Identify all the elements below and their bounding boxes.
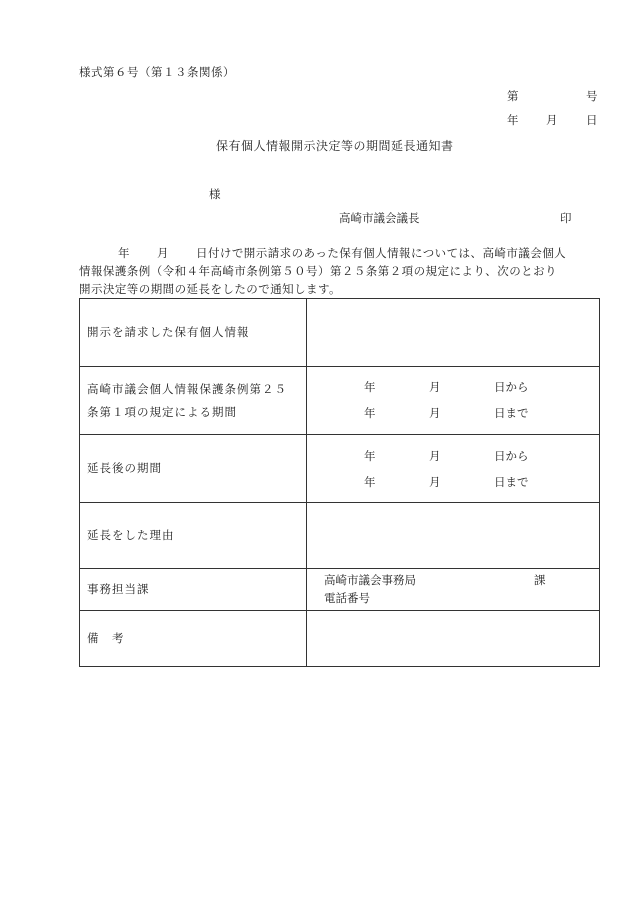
original-period-from-year: 年 [364,380,376,394]
date-year-label: 年 [507,113,519,127]
body-line-1: 日付けで開示請求のあった保有個人情報については、高崎市議会個人 [196,246,567,260]
department-phone-label: 電話番号 [324,591,370,605]
department-name: 高崎市議会事務局 [324,573,416,587]
department-label: 事務担当課 [80,569,307,611]
reason-value [307,503,600,569]
original-period-to-month: 月 [429,406,441,420]
table-row-department [80,569,600,611]
body-date-year: 年 [118,246,130,260]
original-period-to-year: 年 [364,406,376,420]
department-section: 課 [534,573,546,587]
addressee-suffix: 様 [209,187,221,201]
body-line-2: 情報保護条例（令和４年高崎市条例第５０号）第２５条第２項の規定により、次のとおり [79,264,557,278]
doc-number-suffix: 号 [586,89,598,103]
reason-label: 延長をした理由 [80,503,307,569]
original-period-label-line-1: 高崎市議会個人情報保護条例第２５ [87,381,287,396]
extended-period-to-day: 日まで [494,475,529,489]
original-period-from-month: 月 [429,380,441,394]
seal-mark: 印 [560,211,572,225]
table-row-extended-period [80,435,600,503]
body-line-3: 開示決定等の期間の延長をしたので通知します。 [79,282,341,296]
extended-period-label: 延長後の期間 [80,435,307,503]
extended-period-from-year: 年 [364,449,376,463]
original-period-label [80,367,307,435]
remarks-value [307,611,600,667]
body-date-month: 月 [157,246,169,260]
doc-number-prefix: 第 [507,89,519,103]
form-number: 様式第６号（第１３条関係） [79,65,235,79]
requested-info-value [307,299,600,367]
extended-period-from-day: 日から [494,449,529,463]
document-title: 保有個人情報開示決定等の期間延長通知書 [216,139,454,153]
original-period-from-day: 日から [494,380,529,394]
issuer-name: 高崎市議会議長 [339,211,420,225]
table-row-original-period [80,367,600,435]
department-value [307,569,600,611]
extended-period-to-month: 月 [429,475,441,489]
date-day-label: 日 [586,113,598,127]
extended-period-value [307,435,600,503]
table-row-requested-info [80,299,600,367]
original-period-value [307,367,600,435]
extended-period-from-month: 月 [429,449,441,463]
table-row-remarks [80,611,600,667]
original-period-to-day: 日まで [494,406,529,420]
date-month-label: 月 [546,113,558,127]
table-row-reason [80,503,600,569]
notice-table [79,298,600,667]
original-period-label-line-2: 条第１項の規定による期間 [87,404,237,419]
extended-period-to-year: 年 [364,475,376,489]
requested-info-label: 開示を請求した保有個人情報 [80,299,307,367]
remarks-label: 備 考 [80,611,307,667]
